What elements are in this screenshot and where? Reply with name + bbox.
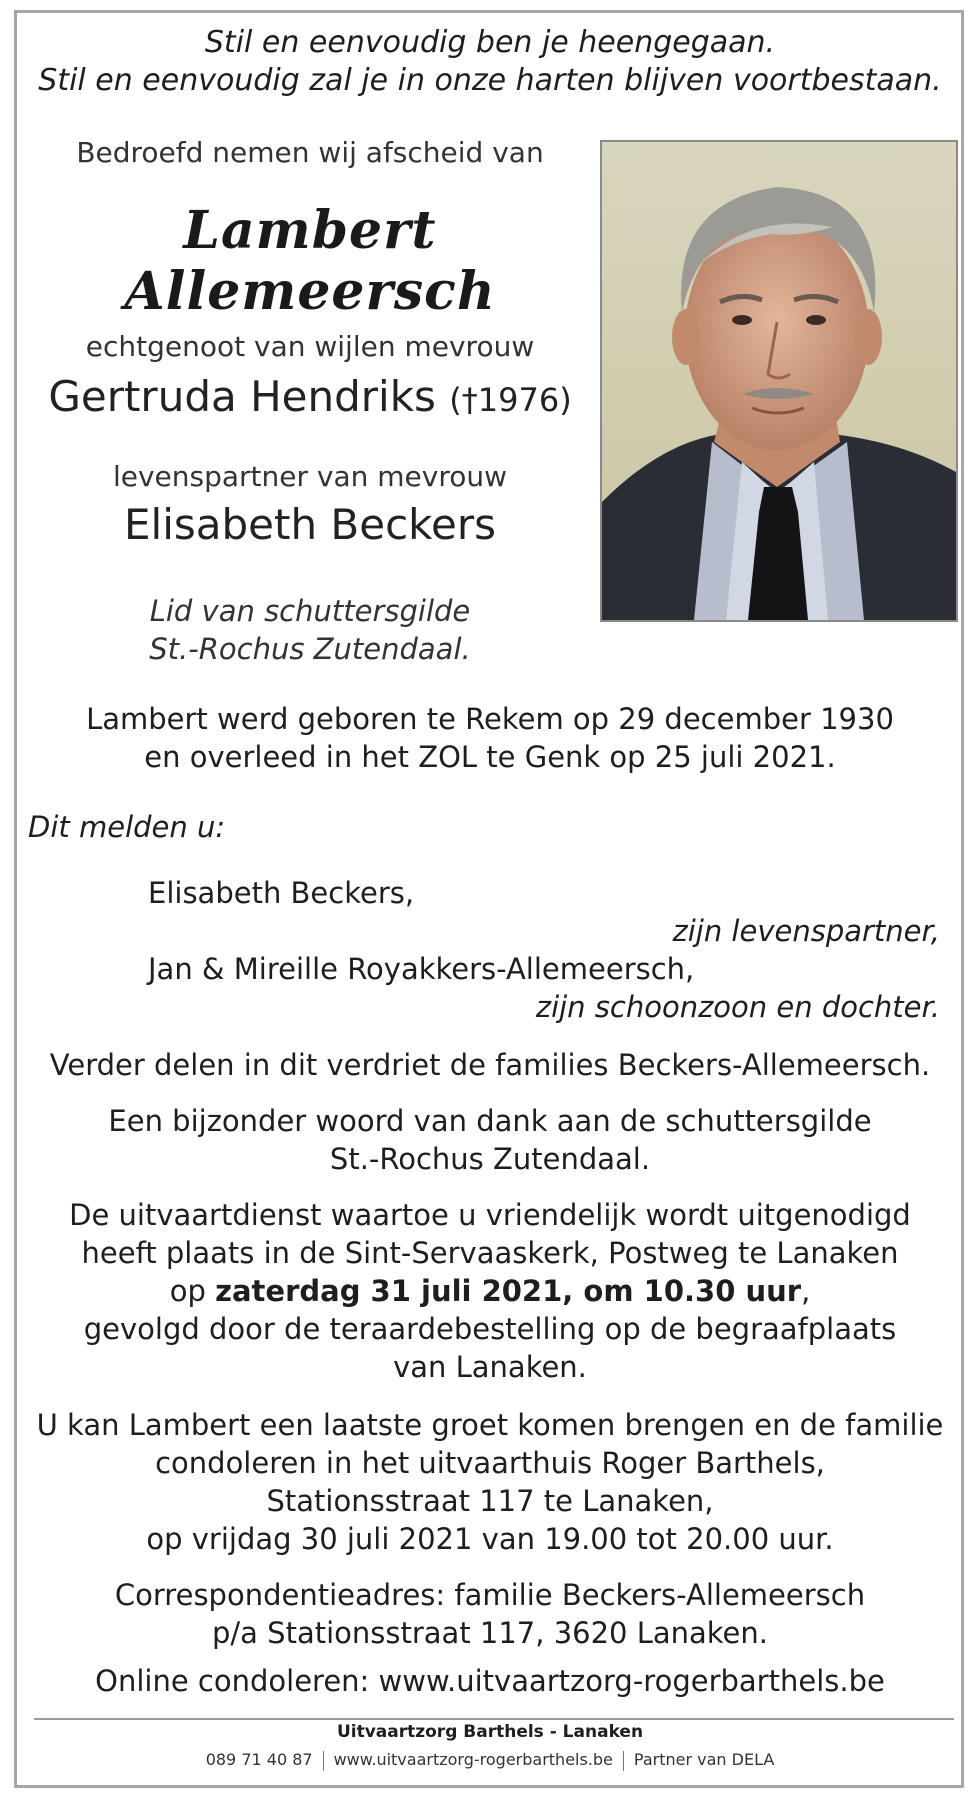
service-date-prefix: op [169,1274,206,1308]
guild-line-2: St.-Rochus Zutendaal. [149,632,471,666]
visit-line-2: condoleren in het uitvaarthuis Roger Barthels, [155,1446,825,1480]
correspondence-line-2: p/a Stationsstraat 117, 3620 Lanaken. [212,1616,768,1650]
thanks-text [25,1102,955,1178]
thanks-line-1: Een bijzonder woord van dank aan de schuttersgilde [108,1104,872,1138]
portrait-photo [600,140,958,622]
service-info [25,1196,955,1386]
deceased-name: Lambert Allemeersch [124,200,496,322]
visit-info [25,1406,955,1558]
footer-phone: 089 71 40 87 [205,1750,313,1769]
visit-line-3: Stationsstraat 117 te Lanaken, [266,1484,714,1518]
footer-title: Uitvaartzorg Barthels - Lanaken [336,1722,644,1742]
guild-membership [120,592,500,668]
correspondence-line-1: Correspondentieadres: familie Beckers-Allemeersch [114,1578,866,1612]
families-text: Verder delen in dit verdriet de families Beckers-Allemeersch. [49,1048,931,1082]
motto-line-2: Stil en eenvoudig zal je in onze harten blijven voortbestaan. [38,63,942,98]
guild-line-1: Lid van schuttersgilde [149,594,471,628]
footer-website[interactable]: www.uitvaartzorg-rogerbarthels.be [333,1750,613,1769]
relative-name: Elisabeth Beckers, [148,876,415,910]
thanks-line-2: St.-Rochus Zutendaal. [329,1142,651,1176]
service-line-1: De uitvaartdienst waartoe u vriendelijk wordt uitgenodigd [69,1198,911,1232]
birth-line-1: Lambert werd geboren te Rekem op 29 december 1930 [86,702,894,736]
relative-role: zijn levenspartner, [672,914,940,948]
footer-divider [34,1718,954,1720]
partner-name: Elisabeth Beckers [124,500,496,549]
service-line-3 [25,1272,955,1310]
footer-separator [623,1751,624,1771]
service-line-5: van Lanaken. [393,1350,587,1384]
portrait-illustration [602,142,956,620]
spouse-note: (†1976) [449,381,572,419]
spouse-name: Gertruda Hendriks [48,372,436,421]
service-line-2: heeft plaats in de Sint-Servaaskerk, Postweg te Lanaken [81,1236,899,1270]
announce-heading: Dit melden u: [28,810,226,844]
motto-line-1: Stil en eenvoudig ben je heengegaan. [204,25,776,60]
footer-partner: Partner van DELA [633,1750,775,1769]
intro-text: Bedroefd nemen wij afscheid van [76,136,544,169]
motto [30,24,950,100]
birth-info [25,700,955,776]
correspondence-address [25,1576,955,1652]
birth-line-2: en overleed in het ZOL te Genk op 25 juli 2021. [144,740,836,774]
footer-contact [30,1750,950,1771]
service-line-4: gevolgd door de teraardebestelling op de begraafplaats [83,1312,897,1346]
footer-separator [323,1751,324,1771]
relative-name: Jan & Mireille Royakkers-Allemeersch, [148,952,695,986]
partner-label: levenspartner van mevrouw [112,460,508,493]
service-date: zaterdag 31 juli 2021, om 10.30 uur [215,1274,802,1308]
visit-line-1: U kan Lambert een laatste groet komen brengen en de familie [36,1408,944,1442]
visit-line-4: op vrijdag 30 juli 2021 van 19.00 tot 20.00 uur. [146,1522,834,1556]
online-condolences: Online condoleren: www.uitvaartzorg-rogerbarthels.be [95,1664,885,1698]
service-date-suffix: , [801,1274,811,1308]
relative-role: zijn schoonzoon en dochter. [535,990,940,1024]
spouse-label: echtgenoot van wijlen mevrouw [85,330,535,363]
spouse-line [20,372,600,421]
